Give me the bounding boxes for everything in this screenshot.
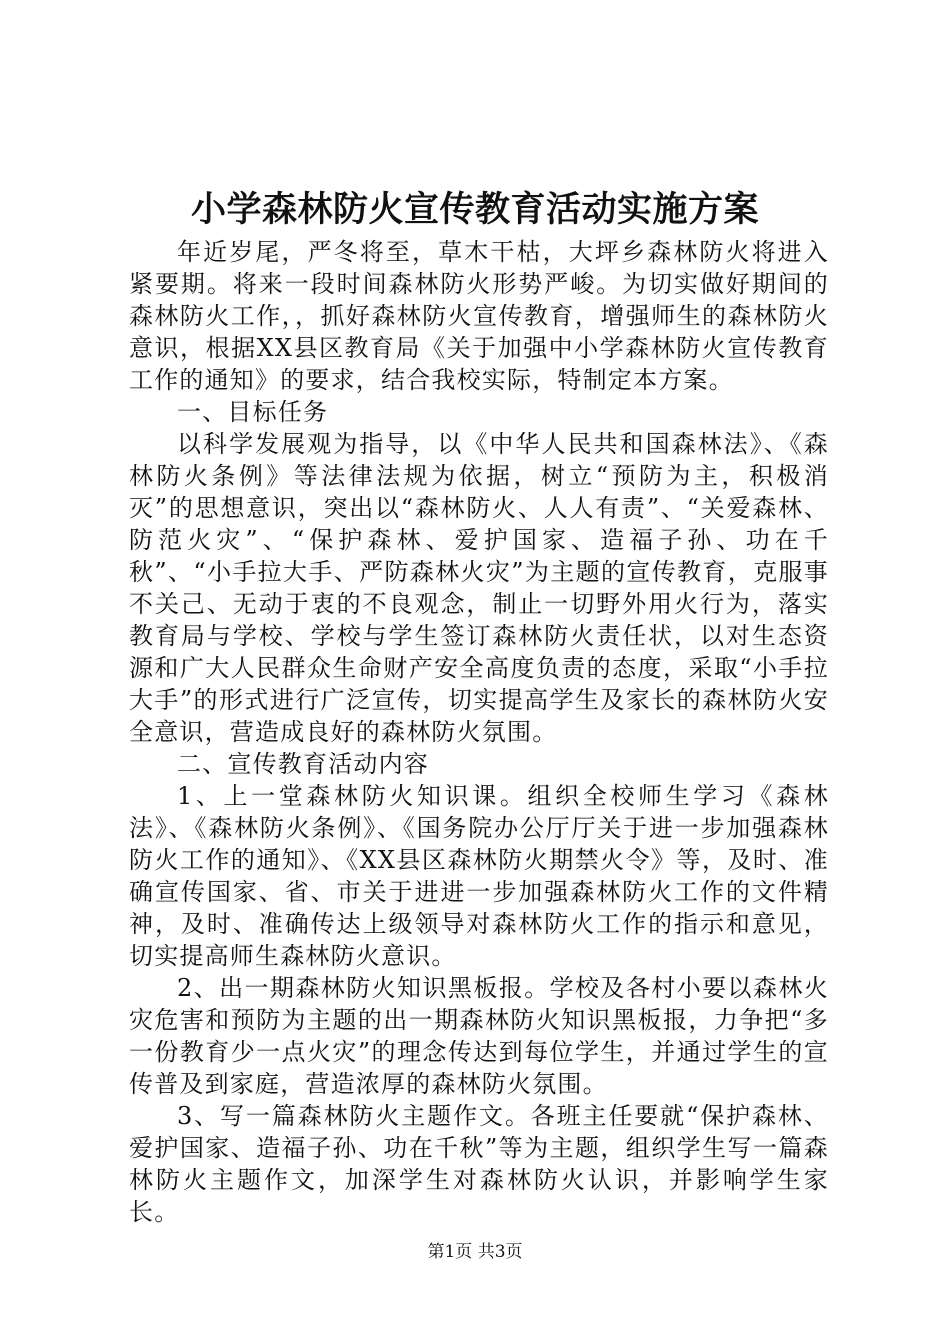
goals-paragraph: 以科学发展观为指导，以《中华人民共和国森林法》、《森林防火条例》等法律法规为依据，树立“预防为主，积极消灭”的思想意识，突出以“森林防火、人人有责”、“关爱森林、防范火灾”、“保护森林、爱护国家、造福子孙、功在千秋”、“小手拉大手、严防森林火灾”为主题的宣传教育，克服事不关己、无动于衷的不良观念，制止一切野外用火行为，落实教育局与学校、学校与学生签订森林防火责任状，以对生态资源和广大人民群众生命财产安全高度负责的态度，采取“小手拉大手”的形式进行广泛宣传，切实提高学生及家长的森林防火安全意识，营造成良好的森林防火氛围。 (129, 430, 829, 746)
page-number-footer: 第1页 共3页 (427, 1242, 523, 1262)
document-title: 小学森林防火宣传教育活动实施方案 (190, 189, 759, 230)
activity-item-3: 3、写一篇森林防火主题作文。各班主任要就“保护森林、爱护国家、造福子孙、功在千秋”等为主题，组织学生写一篇森林防火主题作文，加深学生对森林防火认识，并影响学生家长。 (129, 1102, 829, 1226)
document-body (129, 236, 829, 1228)
activity-item-1: 1、上一堂森林防火知识课。组织全校师生学习《森林法》、《森林防火条例》、《国务院办公厅厅关于进一步加强森林防火工作的通知》、《XX县区森林防火期禁火令》等，及时、准确宣传国家、省、市关于进进一步加强森林防火工作的文件精神，及时、准确传达上级领导对森林防火工作的指示和意见，切实提高师生森林防火意识。 (129, 782, 829, 970)
intro-paragraph: 年近岁尾，严冬将至，草木干枯，大坪乡森林防火将进入紧要期。将来一段时间森林防火形势严峻。为切实做好期间的森林防火工作，，抓好森林防火宣传教育，增强师生的森林防火意识，根据XX县区教育局《关于加强中小学森林防火宣传教育工作的通知》的要求，结合我校实际，特制定本方案。 (129, 238, 829, 394)
section-heading-goals: 一、目标任务 (177, 398, 329, 426)
activity-item-2: 2、出一期森林防火知识黑板报。学校及各村小要以森林火灾危害和预防为主题的出一期森林防火知识黑板报，力争把“多一份教育少一点火灾”的理念传达到每位学生，并通过学生的宣传普及到家庭，营造浓厚的森林防火氛围。 (129, 974, 829, 1098)
section-heading-activities: 二、宣传教育活动内容 (177, 750, 429, 778)
